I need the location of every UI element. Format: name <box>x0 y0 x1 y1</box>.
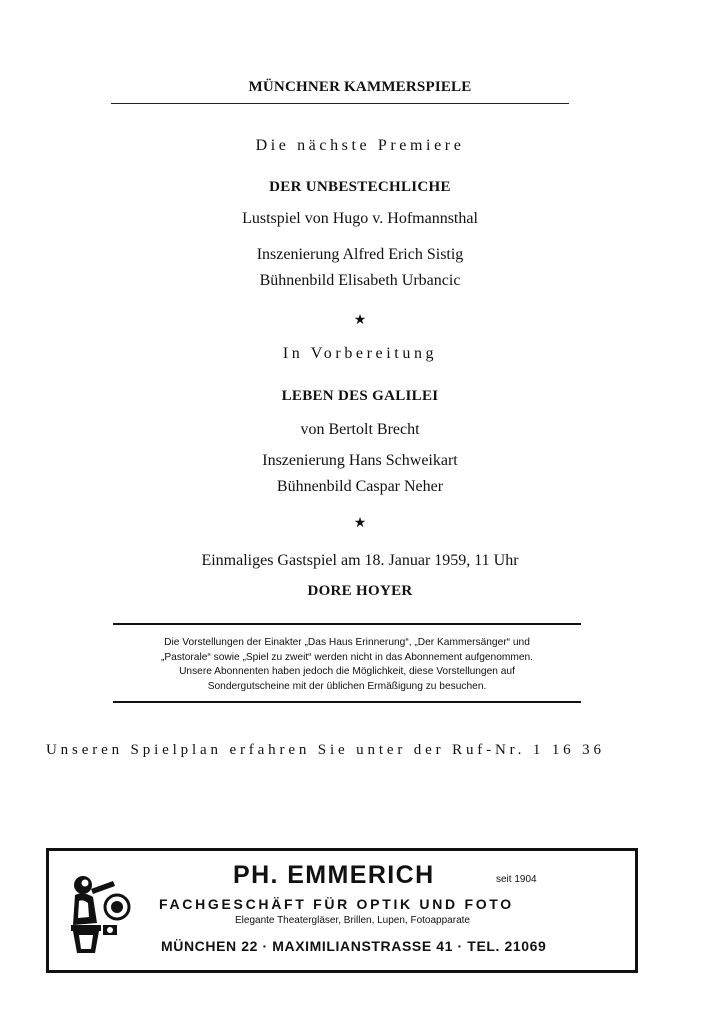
preparation-title: LEBEN DES GALILEI <box>281 388 439 404</box>
shop-founded: seit 1904 <box>496 874 537 885</box>
preparation-stage-design: Bühnenbild Caspar Neher <box>276 478 444 495</box>
premiere-subtitle: Lustspiel von Hugo v. Hofmannsthal <box>242 210 478 227</box>
preparation-direction: Inszenierung Hans Schweikart <box>262 452 458 469</box>
shop-name: PH. EMMERICH <box>233 861 435 889</box>
notice-line: „Pastorale“ sowie „Spiel zu zweit“ werden nicht in das Abonnement aufgenommen. <box>160 651 534 663</box>
premiere-direction: Inszenierung Alfred Erich Sistig <box>256 246 464 263</box>
notice-top-rule <box>113 623 581 625</box>
guest-performance-line: Einmaliges Gastspiel am 18. Januar 1959, 11 Uhr <box>201 552 519 569</box>
notice-bottom-rule <box>113 701 581 703</box>
guest-performer-name: DORE HOYER <box>307 583 413 599</box>
premiere-stage-design: Bühnenbild Elisabeth Urbancic <box>259 272 461 289</box>
star-separator-1: ★ <box>353 313 367 328</box>
shop-products: Elegante Theatergläser, Brillen, Lupen, Fotoapparate <box>235 915 470 926</box>
premiere-heading: Die nächste Premiere <box>255 137 465 154</box>
preparation-heading: In Vorbereitung <box>282 345 438 362</box>
optician-mascot-logo-icon <box>61 867 133 957</box>
preparation-author: von Bertolt Brecht <box>300 421 420 438</box>
premiere-title: DER UNBESTECHLICHE <box>269 179 451 195</box>
notice-line: Sondergutscheine mit der üblichen Ermäßigung zu besuchen. <box>207 680 487 692</box>
subscription-notice <box>113 636 581 694</box>
phone-info-line: Unseren Spielplan erfahren Sie unter der Ruf-Nr. 1 16 36 <box>46 742 605 758</box>
header-divider <box>111 103 569 104</box>
shop-address: MÜNCHEN 22 · MAXIMILIANSTRASSE 41 · TEL. 21069 <box>161 938 547 954</box>
shop-tagline: FACHGESCHÄFT FÜR OPTIK UND FOTO <box>159 896 514 912</box>
notice-line: Unsere Abonnenten haben jedoch die Möglichkeit, diese Vorstellungen auf <box>179 666 515 677</box>
star-separator-2: ★ <box>353 516 367 531</box>
notice-line: Die Vorstellungen der Einakter „Das Haus Erinnerung“, „Der Kammersänger“ und <box>164 637 530 648</box>
optician-advertisement <box>46 848 638 973</box>
theater-name: MÜNCHNER KAMMERSPIELE <box>248 79 472 95</box>
